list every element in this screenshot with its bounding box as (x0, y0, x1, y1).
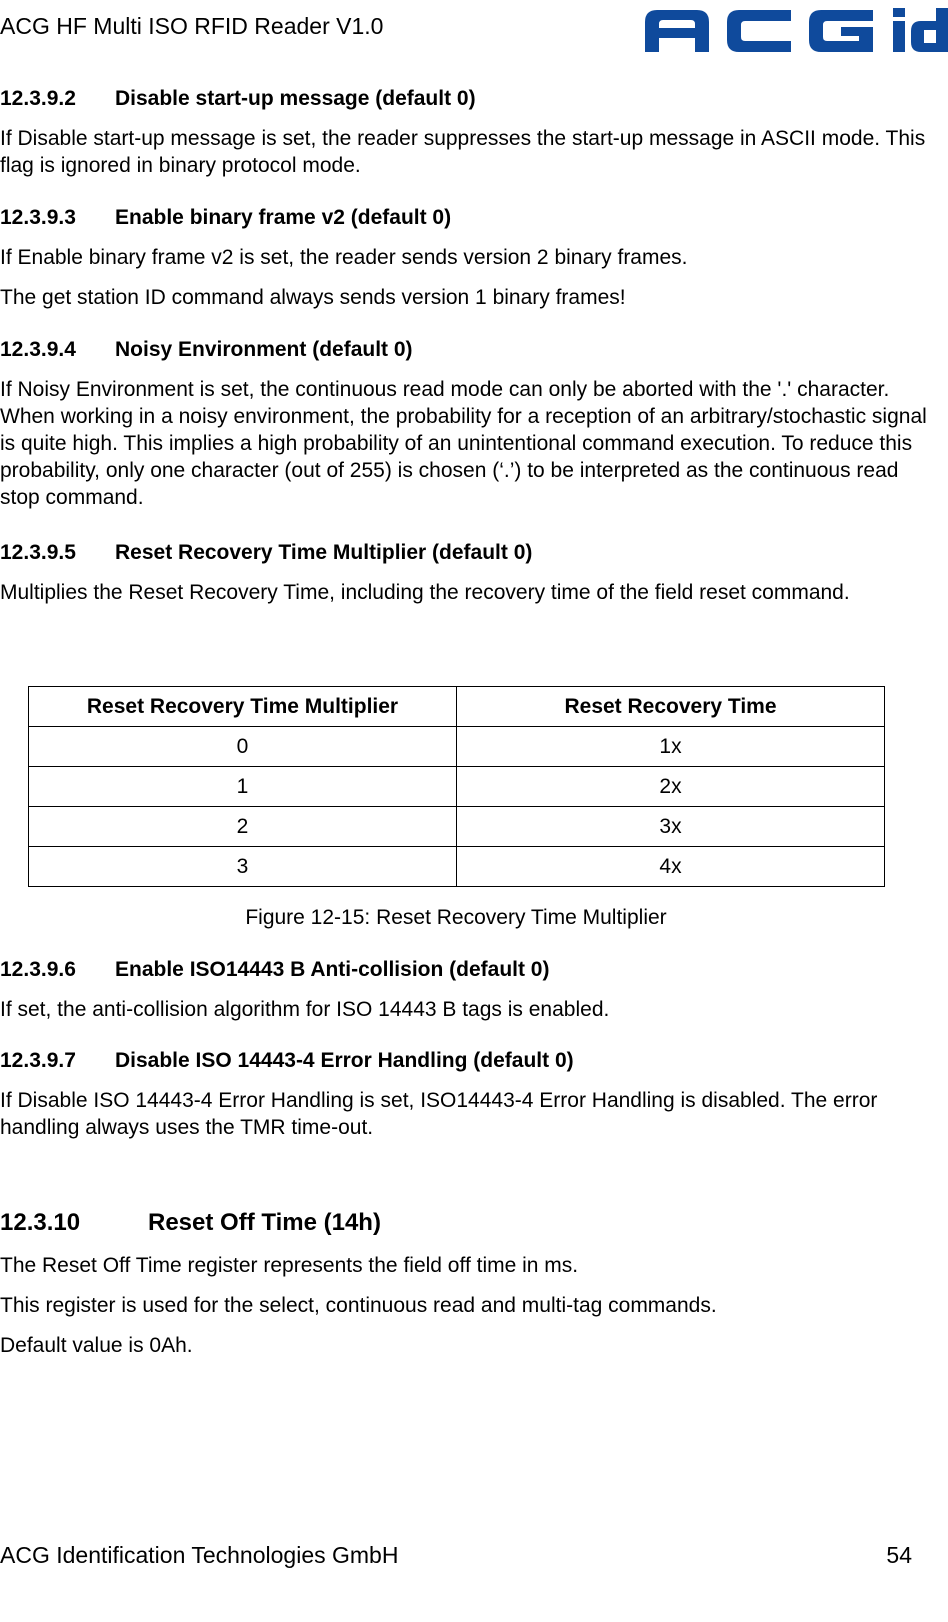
body-paragraph: If Disable ISO 14443-4 Error Handling is set, ISO14443-4 Error Handling is disabled. The error handling always uses the TMR time-out. (0, 1089, 878, 1139)
body-paragraph: Multiplies the Reset Recovery Time, including the recovery time of the field reset command. (0, 581, 850, 604)
table-header-cell: Reset Recovery Time Multiplier (29, 687, 457, 727)
body-paragraph: If set, the anti-collision algorithm for ISO 14443 B tags is enabled. (0, 998, 610, 1021)
body-paragraph: If Enable binary frame v2 is set, the reader sends version 2 binary frames. (0, 246, 688, 269)
table-cell: 2 (29, 807, 457, 847)
section-number: 12.3.10 (0, 1209, 81, 1236)
section-12-3-9-3 (0, 205, 940, 311)
section-12-3-9-6 (0, 957, 940, 1023)
body-paragraph: The Reset Off Time register represents the field off time in ms. (0, 1254, 579, 1277)
acg-id-logo (645, 8, 948, 52)
section-heading (0, 86, 940, 112)
section-12-3-9-7 (0, 1048, 940, 1141)
figure-caption: Figure 12-15: Reset Recovery Time Multiplier (245, 906, 667, 929)
section-heading (0, 205, 940, 231)
reset-recovery-table (28, 686, 885, 887)
table-cell: 3 (29, 847, 457, 887)
header-title: ACG HF Multi ISO RFID Reader V1.0 (0, 13, 384, 39)
section-heading (0, 1048, 940, 1074)
body-paragraph: Default value is 0Ah. (0, 1334, 193, 1357)
table-row (29, 807, 885, 847)
section-number: 12.3.9.5 (0, 541, 76, 564)
section-title: Disable ISO 14443-4 Error Handling (default 0) (115, 1049, 574, 1072)
table-row (29, 767, 885, 807)
section-heading (0, 337, 940, 363)
table-header-row (29, 687, 885, 727)
section-12-3-9-4 (0, 337, 940, 511)
body-paragraph: The get station ID command always sends version 1 binary frames! (0, 286, 626, 309)
table-cell: 2x (457, 767, 885, 807)
table-row (29, 727, 885, 767)
page-header (0, 8, 948, 58)
section-title: Disable start-up message (default 0) (115, 87, 476, 110)
section-title: Noisy Environment (default 0) (115, 338, 413, 361)
section-number: 12.3.9.6 (0, 958, 76, 981)
section-number: 12.3.9.7 (0, 1049, 76, 1072)
table-row (29, 847, 885, 887)
section-12-3-9-5 (0, 540, 940, 606)
section-title: Reset Recovery Time Multiplier (default 0) (115, 541, 533, 564)
footer-page-number: 54 (886, 1542, 912, 1568)
body-paragraph: If Noisy Environment is set, the continuous read mode can only be aborted with the '.' character. When working in a noisy environment, the probability for a reception of an arbitrary/stochastic signal is quite high. This implies a high probability of an unintentional command execution. To reduce this probability, only one character (out of 255) is chosen (‘.’) to be interpreted as the continuous read stop command. (0, 378, 927, 509)
table-cell: 1 (29, 767, 457, 807)
section-number: 12.3.9.3 (0, 206, 76, 229)
table-header-cell: Reset Recovery Time (457, 687, 885, 727)
table-cell: 0 (29, 727, 457, 767)
section-title: Enable binary frame v2 (default 0) (115, 206, 452, 229)
body-paragraph: This register is used for the select, continuous read and multi-tag commands. (0, 1294, 717, 1317)
section-title: Reset Off Time (14h) (148, 1209, 381, 1236)
section-number: 12.3.9.2 (0, 87, 76, 110)
footer-company: ACG Identification Technologies GmbH (0, 1542, 399, 1568)
section-title: Enable ISO14443 B Anti-collision (default 0) (115, 958, 550, 981)
section-12-3-9-2 (0, 86, 940, 179)
table-cell: 3x (457, 807, 885, 847)
section-heading (0, 957, 940, 983)
section-heading (0, 1208, 940, 1238)
table-cell: 4x (457, 847, 885, 887)
table-cell: 1x (457, 727, 885, 767)
section-number: 12.3.9.4 (0, 338, 76, 361)
section-heading (0, 540, 940, 566)
body-paragraph: If Disable start-up message is set, the reader suppresses the start-up message in ASCII mode. This flag is ignored in binary protocol mode. (0, 127, 926, 177)
section-12-3-10 (0, 1208, 940, 1359)
